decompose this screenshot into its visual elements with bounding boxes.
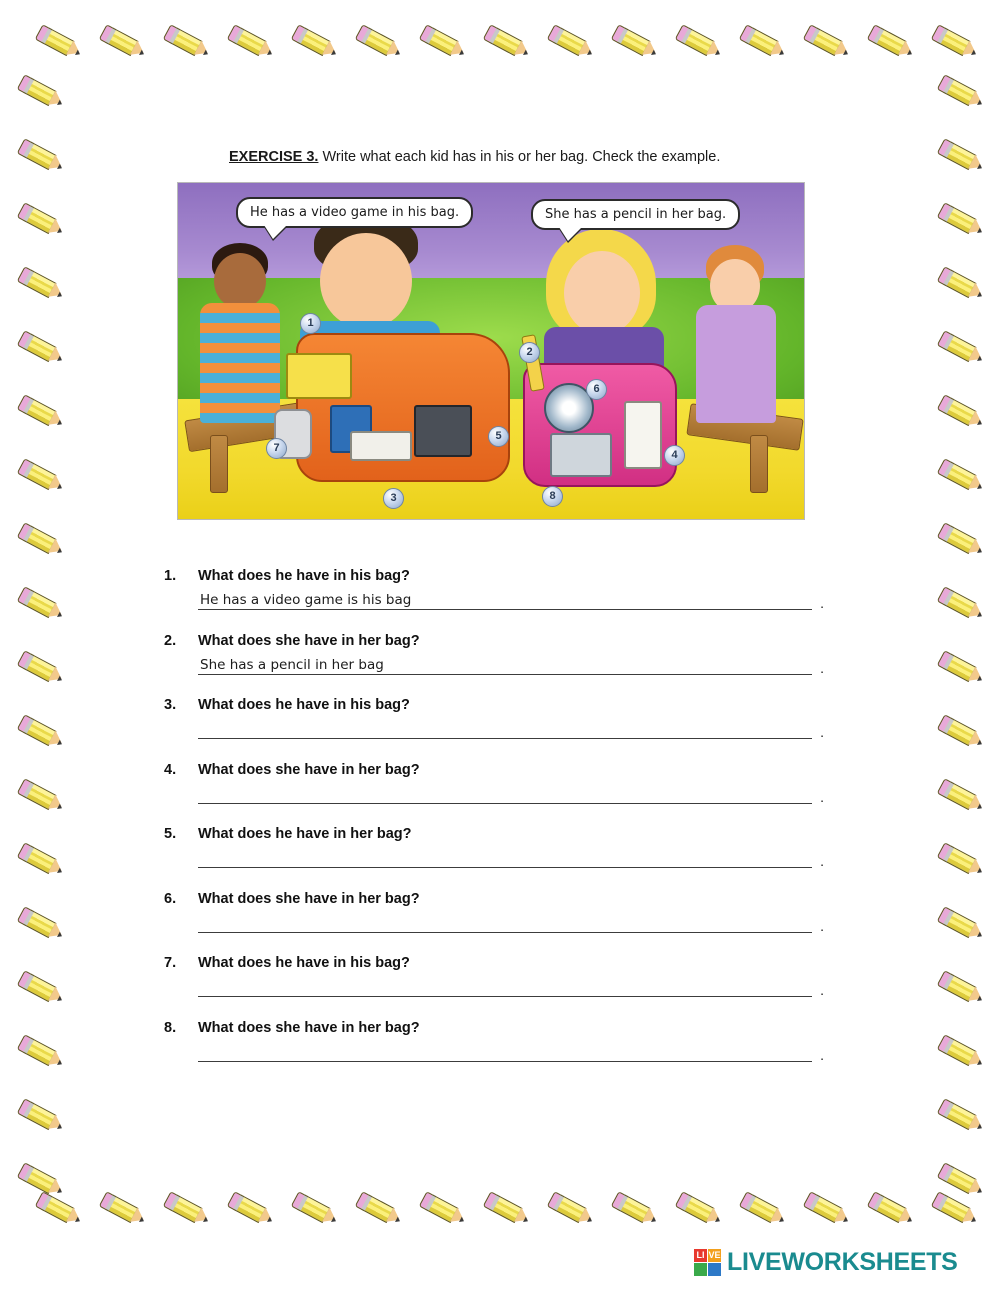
question-number: 2.	[164, 632, 177, 649]
answer-underline	[198, 996, 812, 997]
books-object	[350, 431, 412, 461]
answer-field[interactable]	[198, 913, 824, 935]
logo-square-ve: VE	[708, 1250, 721, 1260]
answer-underline	[198, 1061, 812, 1062]
question-row	[164, 955, 824, 971]
question-text: What does he have in his bag?	[198, 697, 410, 713]
answer-period: .	[820, 724, 824, 740]
question-text: What does she have in her bag?	[198, 761, 420, 778]
question-text: What does he have in her bag?	[198, 826, 412, 842]
question-number: 8.	[164, 1019, 177, 1036]
question-row	[164, 697, 824, 713]
question-number: 3.	[164, 697, 177, 713]
answer-field[interactable]	[198, 784, 824, 806]
ruler-object	[624, 401, 662, 469]
marker-4: 4	[664, 445, 685, 466]
marker-8: 8	[542, 486, 563, 507]
question-item	[164, 955, 824, 999]
answer-text: He has a video game is his bag	[200, 592, 412, 608]
question-item	[164, 762, 824, 806]
answer-period: .	[820, 853, 824, 869]
question-row	[164, 826, 824, 842]
logo-square-blue	[708, 1263, 721, 1276]
question-number: 7.	[164, 955, 177, 971]
liveworksheets-logo	[694, 1248, 958, 1277]
answer-period: .	[820, 917, 824, 934]
question-number: 4.	[164, 761, 177, 778]
question-text: What does she have in her bag?	[198, 890, 420, 907]
question-item	[164, 633, 824, 677]
laptop-object	[414, 405, 472, 457]
question-text: What does he have in his bag?	[198, 955, 410, 971]
classroom-illustration	[177, 182, 805, 520]
question-item	[164, 697, 824, 741]
answer-period: .	[820, 982, 824, 998]
logo-squares-icon	[694, 1249, 721, 1276]
kid-background-left	[194, 243, 286, 423]
answer-underline	[198, 803, 812, 804]
kid2-body	[696, 305, 776, 423]
question-row	[164, 762, 824, 778]
question-text: What does he have in his bag?	[198, 568, 410, 584]
answer-field[interactable]	[198, 655, 824, 677]
desk-right-leg	[750, 435, 768, 493]
answer-period: .	[820, 788, 824, 805]
question-row	[164, 891, 824, 907]
question-item	[164, 1020, 824, 1064]
answer-field[interactable]	[198, 977, 824, 999]
boy-head	[320, 233, 412, 329]
marker-3: 3	[383, 488, 404, 509]
logo-wordmark: LIVEWORKSHEETS	[727, 1248, 958, 1276]
marker-2: 2	[519, 342, 540, 363]
girl-head	[564, 251, 640, 335]
answer-field[interactable]	[198, 848, 824, 870]
question-item	[164, 891, 824, 935]
question-list	[164, 568, 824, 1084]
question-row	[164, 1020, 824, 1036]
question-row	[164, 633, 824, 649]
question-row	[164, 568, 824, 584]
logo-square-green	[694, 1263, 707, 1276]
answer-underline	[198, 609, 812, 610]
question-item	[164, 826, 824, 870]
kid-head	[214, 253, 266, 309]
answer-period: .	[820, 1046, 824, 1063]
answer-text: She has a pencil in her bag	[200, 656, 384, 673]
desk-left-leg	[210, 435, 228, 493]
answer-underline	[198, 738, 812, 739]
answer-period: .	[820, 659, 824, 676]
marker-5: 5	[488, 426, 509, 447]
exercise-instruction	[229, 148, 849, 168]
question-number: 1.	[164, 568, 177, 584]
answer-field[interactable]	[198, 1042, 824, 1064]
answer-underline	[198, 674, 812, 675]
question-text: What does she have in her bag?	[198, 1019, 420, 1036]
calculator-object	[550, 433, 612, 477]
marker-1: 1	[300, 313, 321, 334]
exercise-instruction-text: Write what each kid has in his or her bag. Check the example.	[318, 149, 721, 165]
question-text: What does she have in her bag?	[198, 632, 420, 649]
answer-field[interactable]	[198, 719, 824, 741]
logo-square-li: LI	[694, 1249, 707, 1262]
answer-underline	[198, 867, 812, 868]
question-item	[164, 568, 824, 612]
question-number: 6.	[164, 890, 177, 907]
video-game-object	[286, 353, 352, 399]
marker-7: 7	[266, 438, 287, 459]
answer-period: .	[820, 595, 824, 611]
speech-bubble-boy: He has a video game in his bag.	[236, 197, 473, 228]
speech-bubble-girl: She has a pencil in her bag.	[531, 199, 740, 230]
kid-body	[200, 303, 280, 423]
answer-underline	[198, 932, 812, 933]
answer-field[interactable]	[198, 590, 824, 612]
question-number: 5.	[164, 826, 177, 842]
kid-background-right	[686, 245, 786, 425]
exercise-label: EXERCISE 3.	[229, 149, 319, 165]
marker-6: 6	[586, 379, 607, 400]
